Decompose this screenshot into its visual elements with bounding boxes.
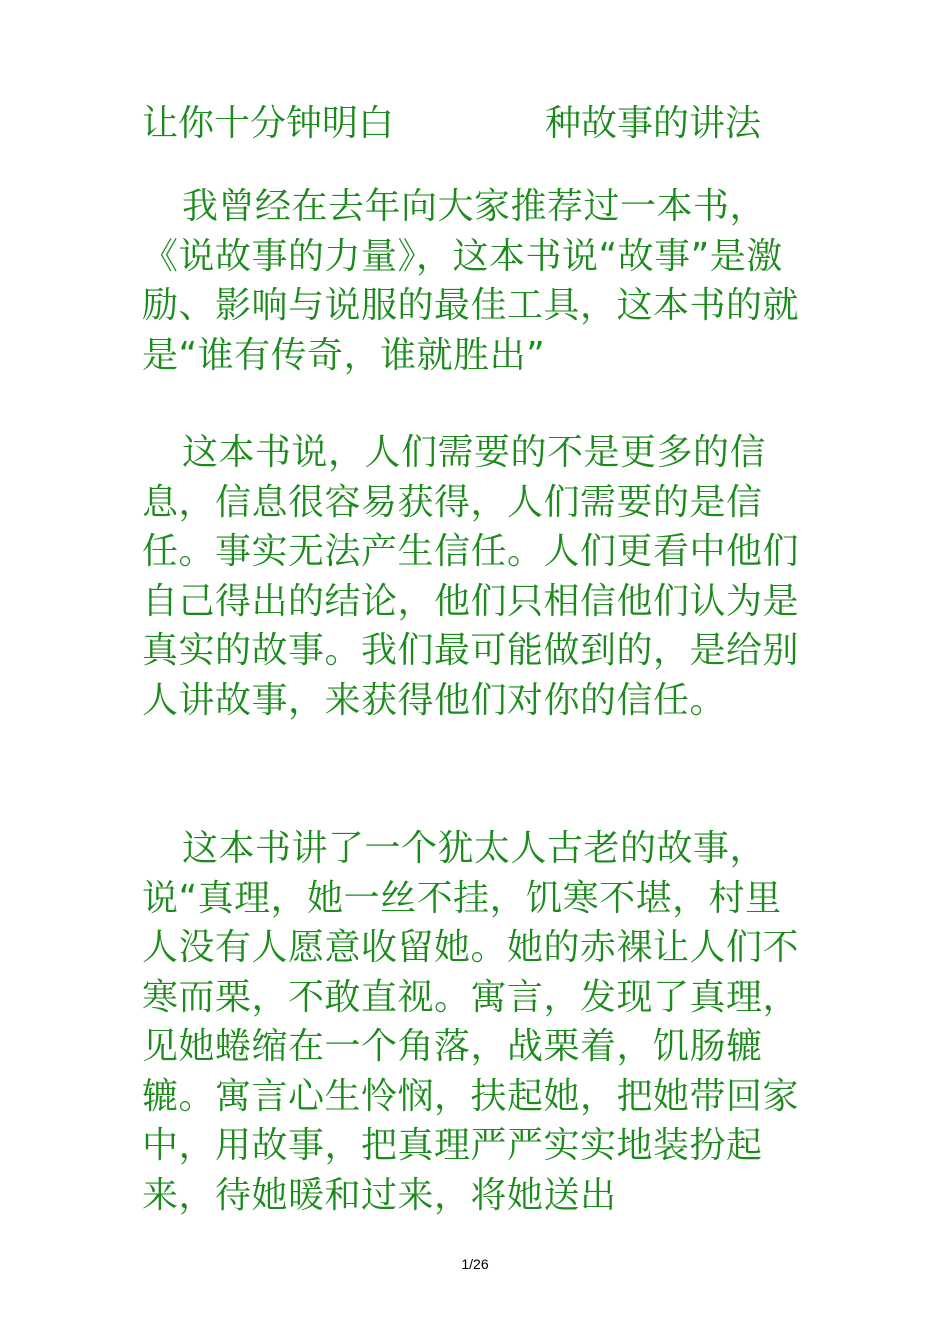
paragraph-1: 我曾经在去年向大家推荐过一本书，《说故事的力量》，这本书说“故事”是激励、影响与说服的最佳工具，这本书的就是“谁有传奇，谁就胜出” (142, 186, 800, 376)
page-number: 1/26 (461, 1256, 489, 1272)
title-right: 种故事的讲法 (545, 103, 762, 144)
title-left: 让你十分钟明白 (142, 103, 395, 144)
paragraph-3: 这本书讲了一个犹太人古老的故事，说“真理，她一丝不挂，饥寒不堪，村里人没有人愿意收留她。她的赤裸让人们不寒而栗，不敢直视。寓言，发现了真理，见她蜷缩在一个角落，战栗着，饥肠辘辘。寓言心生怜悯，扶起她，把她带回家中，用故事，把真理严严实实地装扮起来，待她暖和过来，将她送出 (142, 828, 800, 1216)
paragraph-2: 这本书说，人们需要的不是更多的信息，信息很容易获得，人们需要的是信任。事实无法产生信任。人们更看中他们自己得出的结论，他们只相信他们认为是真实的故事。我们最可能做到的，是给别人讲故事，来获得他们对你的信任。 (142, 432, 800, 721)
